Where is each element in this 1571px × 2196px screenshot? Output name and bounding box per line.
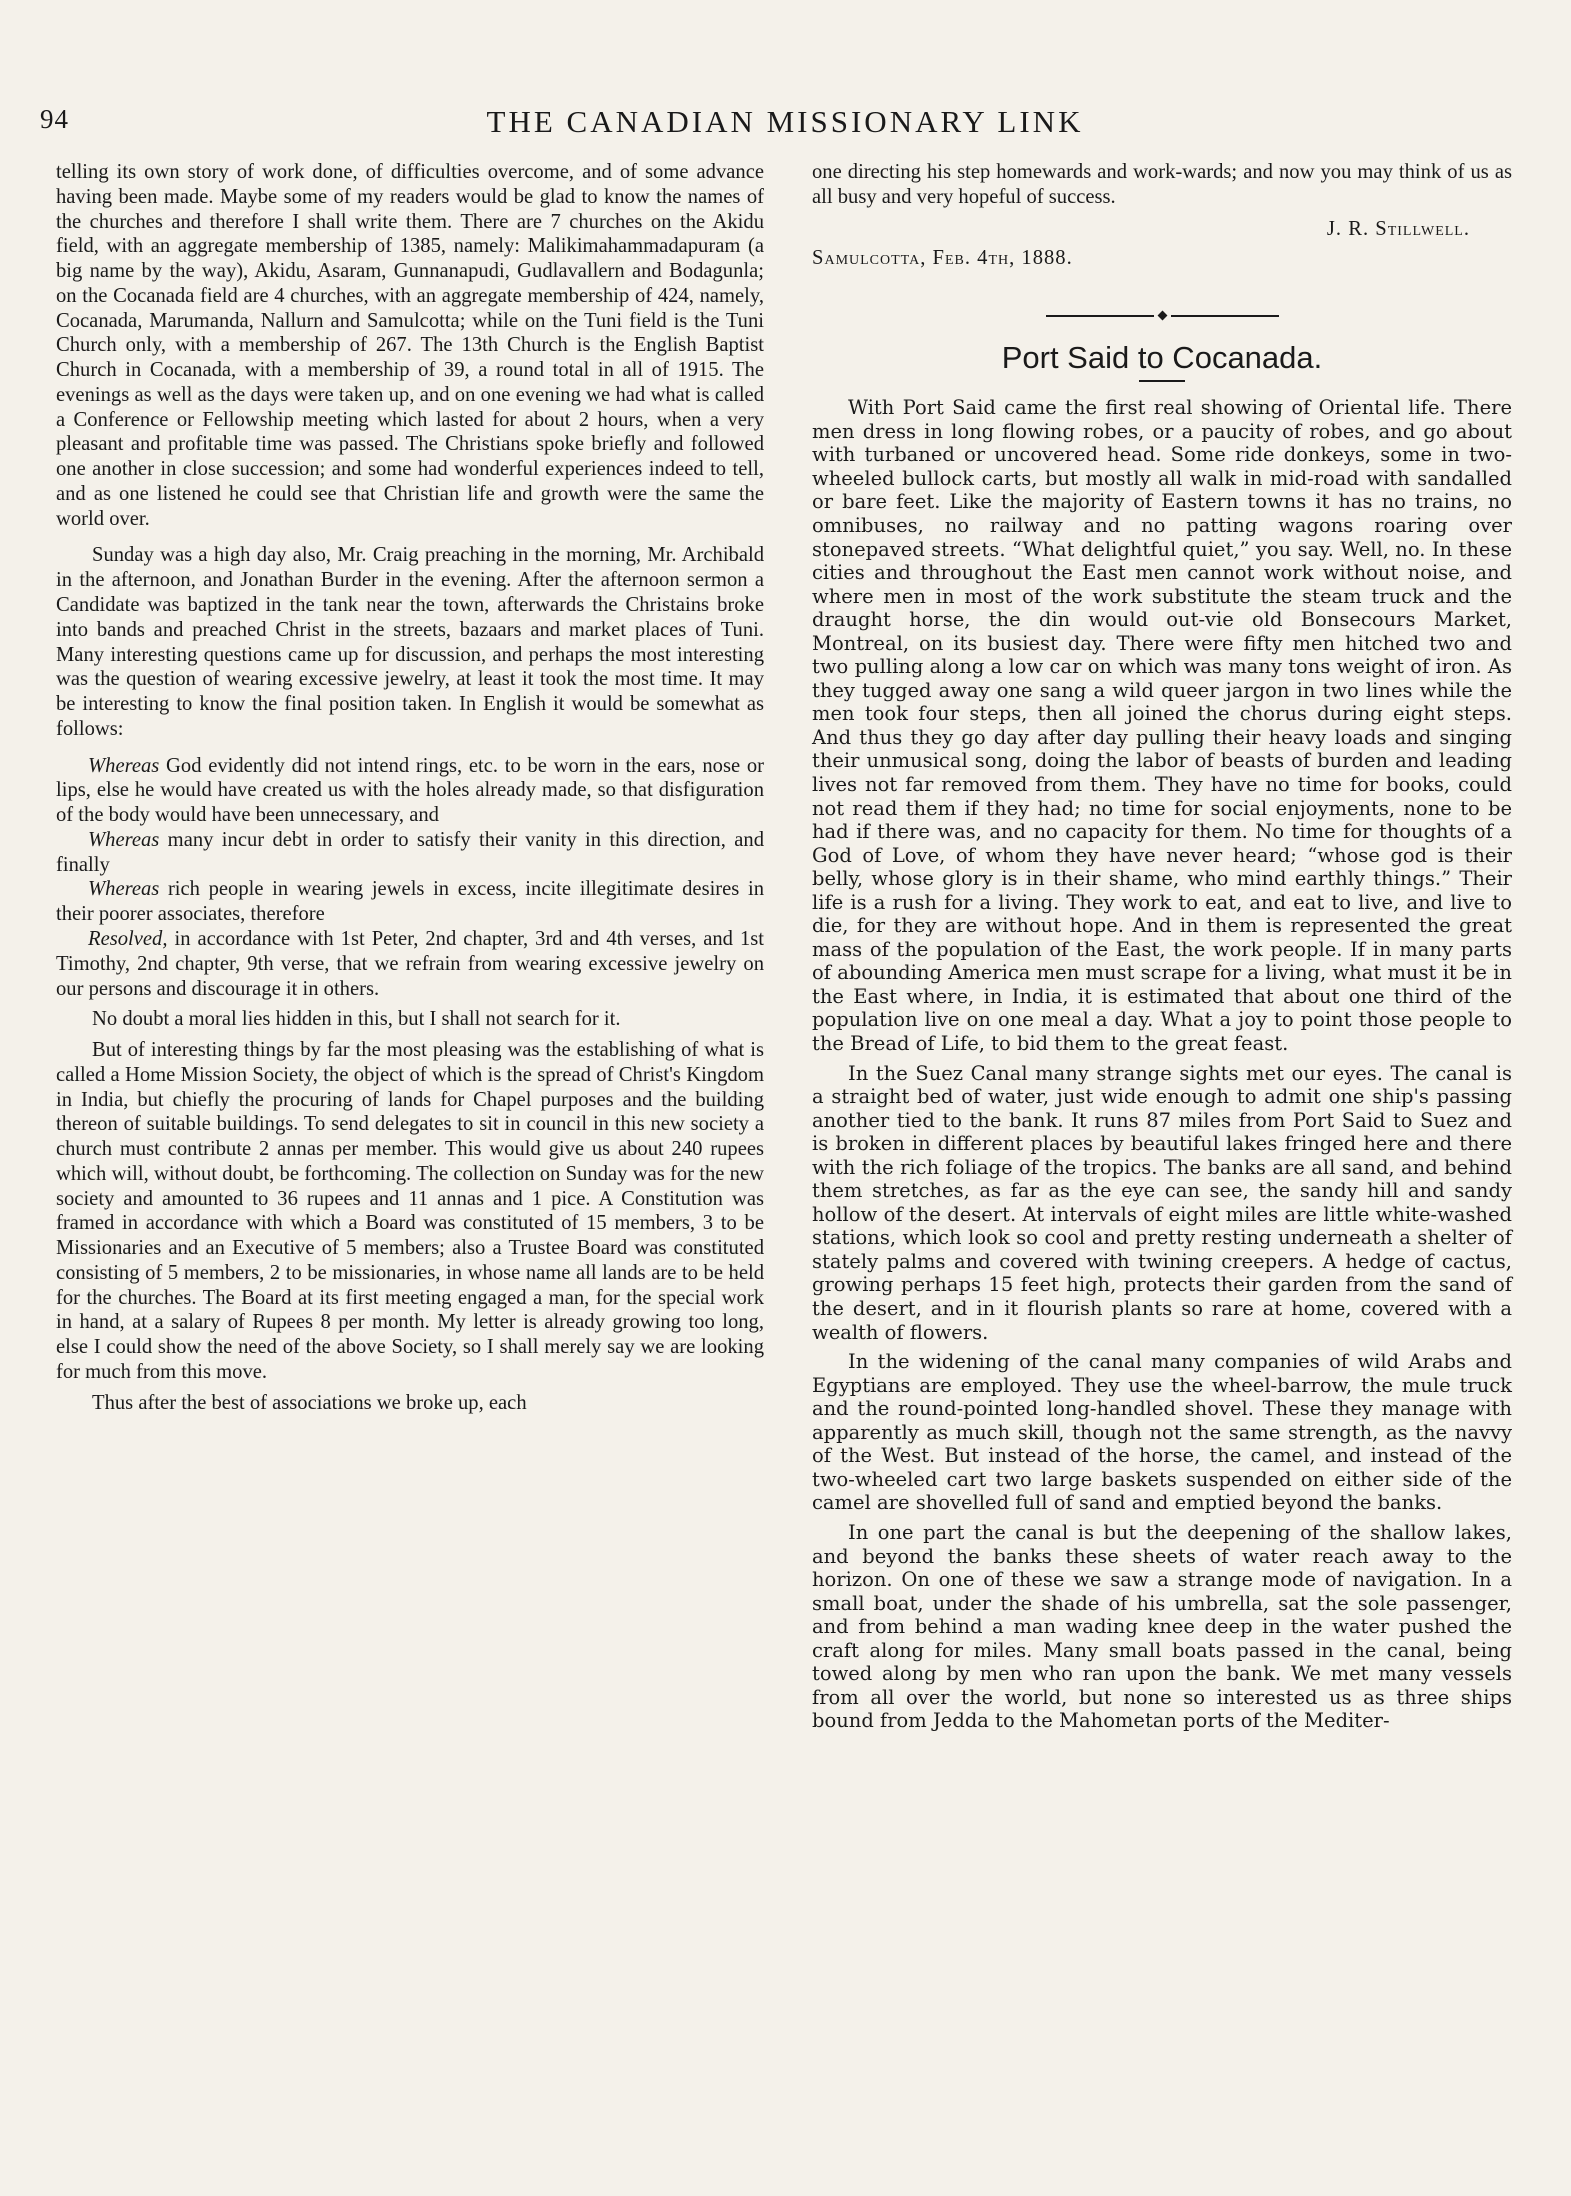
letter-paragraph: But of interesting things by far the most pleasing was the establishing of what is called a Home Mission Society, the object of which is the spread of Christ's Kingdom in India, but chiefly the procuring of lands for Chapel purposes and the building thereon of suitable buildings. To send delegates to sit in council in this new society a church must contribute 2 annas per member. This would give us about 240 rupees which will, without doubt, be forthcoming. The collection on Sunday was for the new society and amounted to 36 rupees and 11 annas and 1 pice. A Constitution was framed in accordance with which a Board was constituted of 15 members, 3 to be Missionaries and an Executive of 5 members; also a Trustee Board was constituted consisting of 5 members, 2 to be missionaries, in whose name all lands are to be held for the churches. The Board at its first meeting engaged a man, for the special work in hand, at a salary of Rupees 8 per month. My letter is already growing too long, else I could show the need of the above Society, so I shall merely say we are looking for much from this move. [56, 1039, 764, 1383]
resolution-lead: Resolved, [88, 927, 168, 950]
article-title: Port Said to Cocanada. [1001, 339, 1323, 375]
left-column [56, 160, 764, 1416]
page-number: 94 [40, 104, 69, 134]
right-column [812, 160, 1512, 1733]
page-header [40, 104, 1530, 144]
resolution-text: God evidently did not intend rings, etc. to be worn in the ears, nose or lips, else he would have created us with the holes already made, so that disfiguration of the body would have been unnecessary, and [56, 754, 764, 827]
resolution-clause [56, 828, 764, 878]
journal-title: THE CANADIAN MISSIONARY LINK [486, 104, 1084, 139]
title-rule [1139, 380, 1185, 382]
resolution-clause [56, 754, 764, 828]
resolution-clause [56, 927, 764, 1001]
resolution-text: in accordance with 1st Peter, 2nd chapter, 3rd and 4th verses, and 1st Timothy, 2nd chapter, 9th verse, that we refrain from wearing excessive jewelry on our persons and discourage it in others. [56, 927, 764, 1000]
letter-dateline: Samulcotta, Feb. 4th, 1888. [812, 247, 1073, 270]
letter-paragraph: telling its own story of work done, of difficulties overcome, and of some advance having been made. Maybe some of my readers would be glad to know the names of the churches and therefore I shall write them. There are 7 churches on the Akidu field, with an aggregate membership of 1385, namely: Malikimahammadapuram (a big name by the way), Akidu, Asaram, Gunnanapudi, Gudlavallern and Bodagunla; on the Cocanada field are 4 churches, with an aggregate membership of 424, namely, Cocanada, Marumanda, Nallurn and Samulcotta; while on the Tuni field is the Tuni Church only, with a membership of 267. The 13th Church is the English Baptist Church in Cocanada, with a membership of 39, a round total in all of 1915. The evenings as well as the days were taken up, and on one evening we had what is called a Conference or Fellowship meeting which lasted for about 2 hours, when a very pleasant and profitable time was passed. The Christians spoke briefly and followed one another in close succession; and some had wonderful experiences indeed to tell, and as one listened he could see that Christian life and growth were the same the world over. [56, 161, 764, 530]
resolution-lead: Whereas [88, 754, 160, 777]
resolution-text: many incur debt in order to satisfy their vanity in this direction, and finally [56, 828, 764, 876]
section-divider [812, 311, 1512, 321]
resolution-clause [56, 877, 764, 927]
resolution-lead: Whereas [88, 828, 160, 851]
article-paragraph: In the widening of the canal many companies of wild Arabs and Egyptians are employed. They use the wheel-barrow, the mule truck and the round-pointed long-handled shovel. These they manage with apparently as much skill, though not the same strength, as the navvy of the West. But instead of the horse, the camel, and instead of the two-wheeled cart two large baskets suspended on either side of the camel are shovelled full of sand and emptied beyond the banks. [812, 1350, 1512, 1515]
article-paragraph: With Port Said came the first real showing of Oriental life. There men dress in long flowing robes, or a paucity of robes, and go about with turbaned or uncovered head. Some ride donkeys, some in two-wheeled bullock carts, but mostly all walk in mid-road with sandalled or bare feet. Like the majority of Eastern towns it has no trains, no omnibuses, no railway and no patting wagons roaring over stonepaved streets. “What delightful quiet,” you say. Well, no. In these cities and throughout the East men cannot work without noise, and where men in most of the work substitute the steam truck and the draught horse, the din would out-vie old Bonsecours Market, Montreal, on its busiest day. There were fifty men hitched two and two pulling along a low car on which was many tons weight of iron. As they tugged away one sang a wild queer jargon in two lines while the men took four steps, then all joined the chorus during eight steps. And thus they go day after day pulling their heavy loads and singing their unmusical song, doing the labor of beasts of burden and leading lives not far removed from them. They have no time for books, could not read them if they had; no time for social enjoyments, none to be had if there was, and no capacity for them. No time for thoughts of a God of Love, of whom they have never heard; “whose god is their belly, whose glory is in their shame, who mind earthly things.” Their life is a rush for a living. They work to eat, and eat to live, and live to die, for they are without hope. And in them is represented the great mass of the population of the East, the work people. If in many parts of abounding America men must scrape for a living, what must it be in the East where, in India, it is estimated that about one third of the population live on one meal a day. What a joy to point those people to the Bread of Life, to bid them to the great feast. [812, 396, 1512, 1056]
resolution-text: rich people in wearing jewels in excess, incite illegitimate desires in their poorer associates, therefore [56, 878, 764, 926]
article-paragraph: In the Suez Canal many strange sights met our eyes. The canal is a straight bed of water, just wide enough to admit one ship's passing another tied to the bank. It runs 87 miles from Port Said to Suez and is broken in different places by beautiful lakes fringed here and there with the rich foliage of the tropics. The banks are all sand, and behind them stretches, as far as the eye can see, the sandy hill and sandy hollow of the desert. At intervals of eight miles are little white-washed stations, which look so cool and pretty resting underneath a shelter of stately palms and covered with twining creepers. A hedge of cactus, growing perhaps 15 feet high, protects their garden from the sand of the desert, and in it flourish plants so rare at home, covered with a wealth of flowers. [812, 1061, 1512, 1344]
letter-paragraph: Thus after the best of associations we broke up, each [92, 1391, 527, 1414]
letter-signature: J. R. Stillwell. [1326, 218, 1470, 241]
letter-paragraph: Sunday was a high day also, Mr. Craig preaching in the morning, Mr. Archibald in the afternoon, and Jonathan Burder in the evening. After the afternoon sermon a Candidate was baptized in the tank near the town, afterwards the Christains broke into bands and preached Christ in the streets, bazaars and market places of Tuni. Many interesting questions came up for discussion, and perhaps the most interesting was the question of wearing excessive jewelry, at least it took the most time. It may be interesting to know the final position taken. In English it would be somewhat as follows: [56, 544, 764, 740]
letter-paragraph: No doubt a moral lies hidden in this, but I shall not search for it. [92, 1008, 621, 1031]
resolution-lead: Whereas [88, 878, 160, 901]
article-paragraph: In one part the canal is but the deepening of the shallow lakes, and beyond the banks these sheets of water reach away to the horizon. On one of these we saw a strange mode of navigation. In a small boat, under the shade of his umbrella, sat the sole passenger, and from behind a man wading knee deep in the water pushed the craft along for miles. Many small boats passed in the canal, being towed along by men who ran upon the bank. We met many vessels from all over the world, but none so interested us as three ships bound from Jedda to the Mahometan ports of the Mediter- [812, 1520, 1512, 1733]
letter-continuation: one directing his step homewards and work-wards; and now you may think of us as all busy and very hopeful of success. [812, 161, 1512, 208]
